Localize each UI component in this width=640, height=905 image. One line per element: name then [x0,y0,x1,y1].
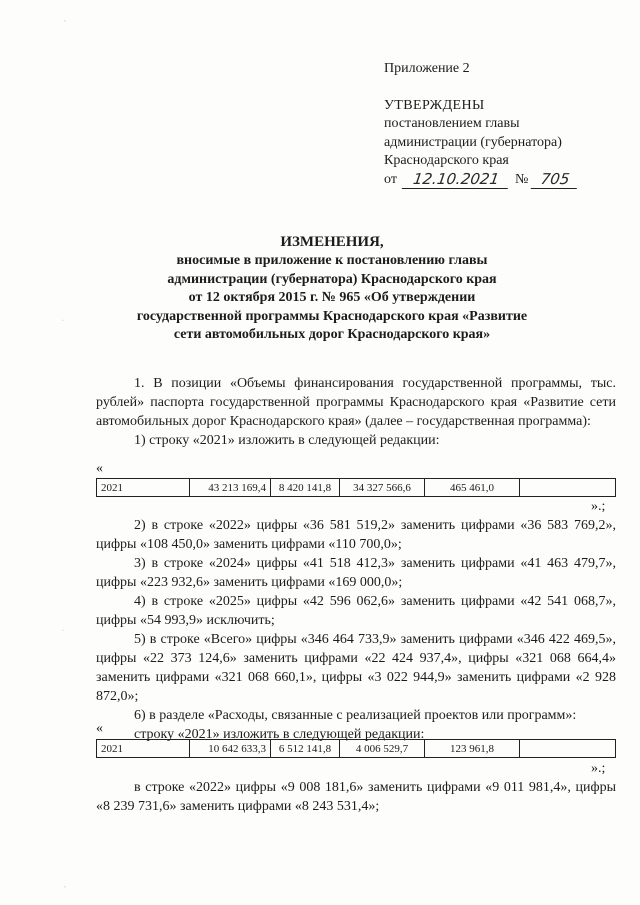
item-3: 3) в строке «2024» цифры «41 518 412,3» заменить цифрами «41 463 479,7», цифры «223 932,6» заменить цифрами «169 000,0»; [96,556,616,590]
title-line: администрации (губернатора) Краснодарского края [167,271,497,287]
section-final [96,778,616,816]
title-line: от 12 октября 2015 г. № 965 «Об утверждении [188,290,476,306]
item-1: 1) строку «2021» изложить в следующей редакции: [134,433,440,448]
table-cell: 34 327 566,6 [340,479,425,497]
item-7: в строке «2022» цифры «9 008 181,6» заменить цифрами «9 011 981,4», цифры «8 239 731,6» заменить цифрами «8 243 531,4»; [96,780,616,814]
table-row [97,740,616,758]
close-quote: ».; [591,761,606,776]
item-2: 2) в строке «2022» цифры «36 581 519,2» заменить цифрами «36 583 769,2», цифры «108 450,0» заменить цифрами «110 700,0»; [96,518,616,552]
table-cell: 465 461,0 [425,479,520,497]
scan-mark: · [62,628,64,634]
table-cell: 2021 [97,740,190,758]
item-6-sub: строку «2021» изложить в следующей редакции: [134,727,425,742]
approval-line: администрации (губернатора) [384,134,562,150]
title-main: ИЗМЕНЕНИЯ, [280,234,384,250]
item-6: 6) в разделе «Расходы, связанные с реализацией проектов или программ»: [134,708,577,723]
table-cell [520,740,616,758]
document-title [60,233,604,344]
open-quote: « [96,461,103,476]
item-5: 5) в строке «Всего» цифры «346 464 733,9» заменить цифрами «346 422 469,5», цифры «22 373 124,6» заменить цифрами «22 424 937,4», цифры «321 068 664,4» заменить цифрами «321 068 660,1», цифры «3 022 944,9» заменить цифрами «2 928 872,0»; [96,632,616,704]
section-intro [96,374,616,450]
title-line: вносимые в приложение к постановлению главы [176,253,488,269]
table-cell: 4 006 529,7 [340,740,425,758]
open-quote: « [96,721,103,736]
approval-line: постановлением главы [384,116,520,131]
expenses-table-2021 [96,739,616,758]
number-sign: № [514,171,529,187]
section-items [96,516,616,744]
handwritten-number: 705 [531,171,580,189]
close-quote: ».; [591,499,606,514]
intro-paragraph: 1. В позиции «Объемы финансирования государственной программы, тыс. рублей» паспорта государственной программы Краснодарского края «Развитие сети автомобильных дорог Краснодарского края» (далее – государственная программа): [96,376,616,429]
item-4: 4) в строке «2025» цифры «42 596 062,6» заменить цифрами «42 541 068,7», цифры «54 993,9» исключить; [96,594,616,628]
title-line: сети автомобильных дорог Краснодарского края» [173,327,491,343]
table-cell [520,479,616,497]
date-prefix: от [384,171,397,187]
table-cell: 10 642 633,3 [190,740,271,758]
table-row [97,479,616,497]
scan-mark: · [62,318,64,324]
table-cell: 6 512 141,8 [271,740,340,758]
scan-mark: ˏ [64,16,66,22]
handwritten-date: 12.10.2021 [402,171,511,189]
appendix-label: Приложение 2 [384,61,470,76]
approval-block [384,60,624,189]
title-line: государственной программы Краснодарского края «Развитие [136,308,528,324]
table-cell: 43 213 169,4 [190,479,271,497]
scan-mark: ˏ [64,882,66,888]
table-cell: 8 420 141,8 [271,479,340,497]
financing-table-2021 [96,478,616,497]
table-cell: 2021 [97,479,190,497]
approval-line: Краснодарского края [384,153,509,168]
table-cell: 123 961,8 [425,740,520,758]
date-number-line [384,171,624,190]
approved-label: УТВЕРЖДЕНЫ [384,97,485,113]
